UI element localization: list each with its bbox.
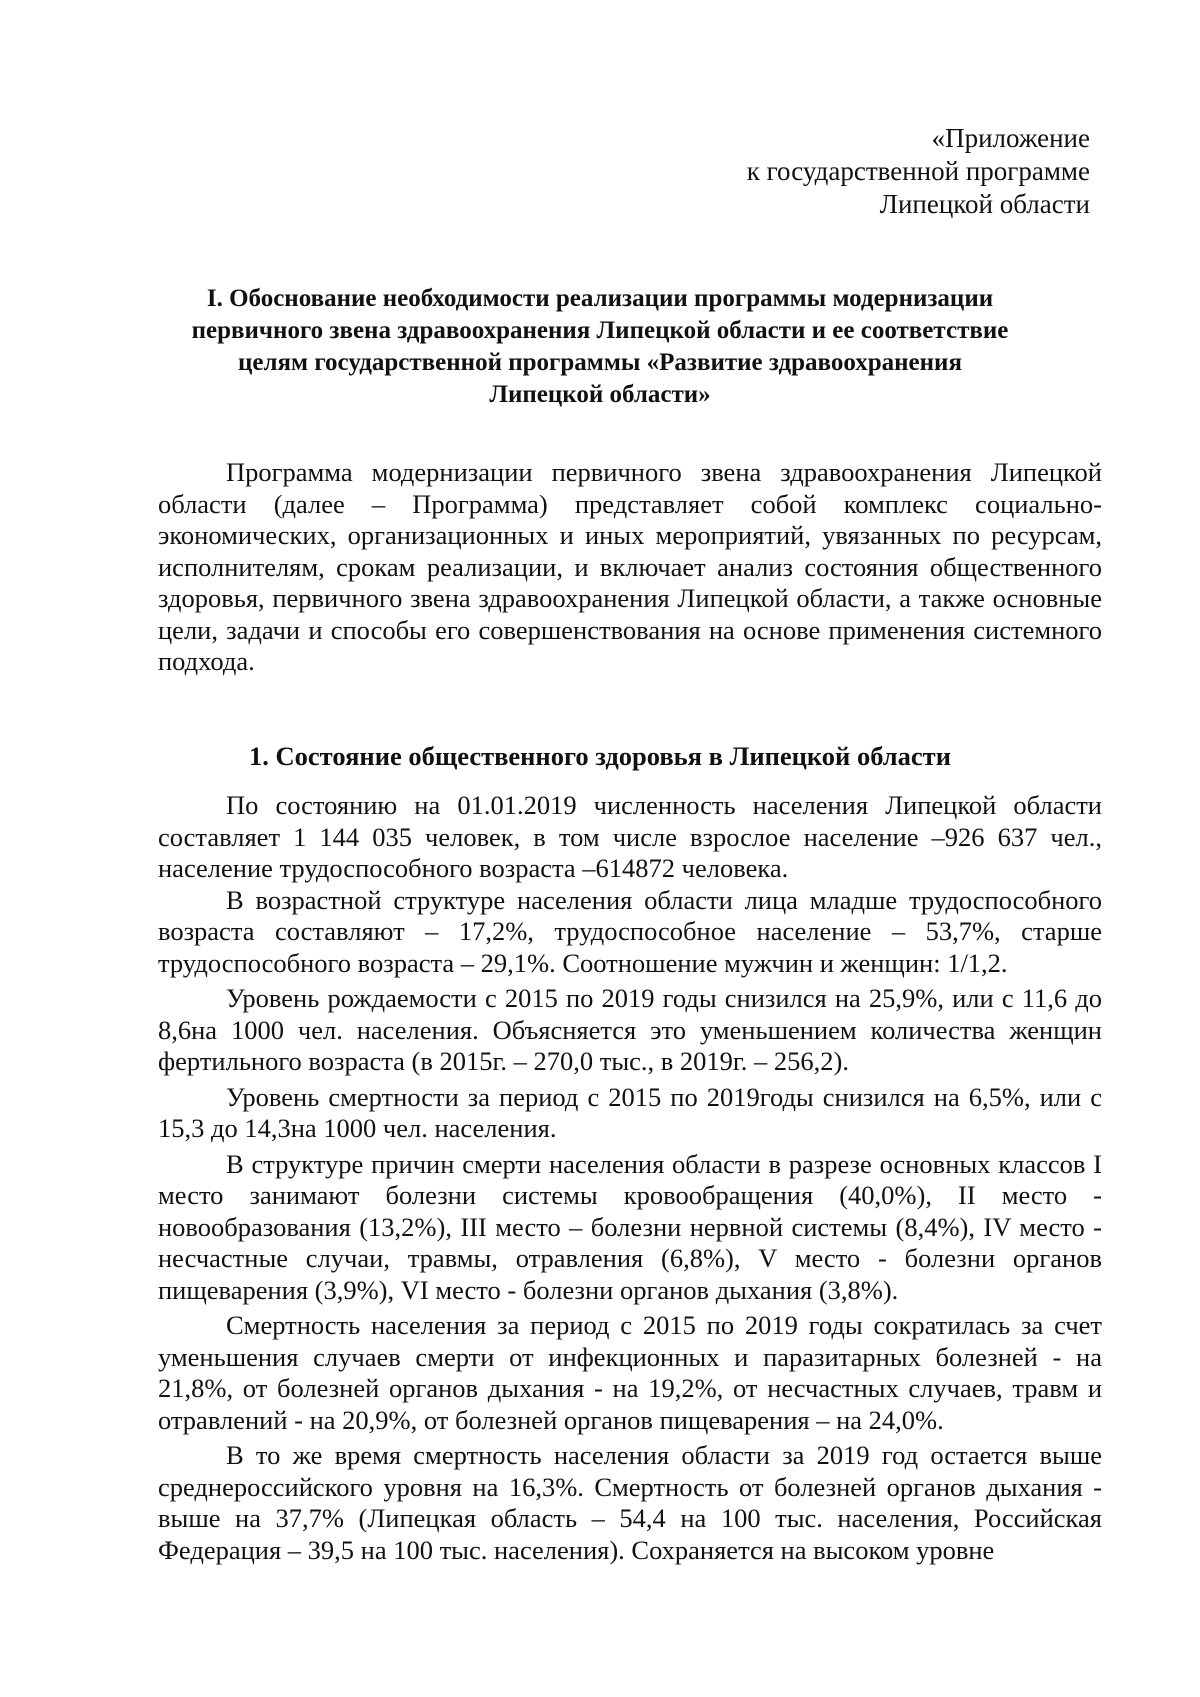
paragraph: По состоянию на 01.01.2019 численность населения Липецкой области составляет 1 144 035 человек, в том числе взрослое население –926 637 чел., население трудоспособного возраста –614872 человека. xyxy=(158,790,1102,883)
paragraph: В то же время смертность населения области за 2019 год остается выше среднероссийского уровня на 16,3%. Смертность от болезней органов дыхания - выше на 37,7% (Липецкая область – 54,4 на 100 тыс. населения, Российская Федерация – 39,5 на 100 тыс. населения). Сохраняется на высоком уровне xyxy=(158,1440,1102,1565)
title-line: первичного звена здравоохранения Липецкой области и ее соответствие xyxy=(191,317,1009,344)
paragraph: Уровень рождаемости с 2015 по 2019 годы снизился на 25,9%, или с 11,6 до 8,6на 1000 чел. населения. Объясняется это уменьшением количества женщин фертильного возраста (в 2015г. – 270,0 тыс., в 2019г. – 256,2). xyxy=(158,983,1102,1076)
document-title xyxy=(150,283,1050,411)
appendix-line: «Приложение xyxy=(931,123,1090,153)
section-heading: 1. Состояние общественного здоровья в Липецкой области xyxy=(249,741,951,771)
appendix-line: к государственной программе xyxy=(746,156,1090,186)
appendix-line: Липецкой области xyxy=(879,189,1090,219)
title-line: I. Обоснование необходимости реализации программы модернизации xyxy=(206,285,994,312)
paragraph: Смертность населения за период с 2015 по 2019 годы сократилась за счет уменьшения случаев смерти от инфекционных и паразитарных болезней - на 21,8%, от болезней органов дыхания - на 19,2%, от несчастных случаев, травм и отравлений - на 20,9%, от болезней органов пищеварения – на 24,0%. xyxy=(158,1310,1102,1435)
paragraph: В структуре причин смерти населения области в разрезе основных классов I место занимают болезни системы кровообращения (40,0%), II место - новообразования (13,2%), III место – болезни нервной системы (8,4%), IV место - несчастные случаи, травмы, отравления (6,8%), V место - болезни органов пищеварения (3,9%), VI место - болезни органов дыхания (3,8%). xyxy=(158,1148,1102,1305)
section-body xyxy=(158,790,1102,1566)
appendix-note xyxy=(747,122,1090,221)
paragraph: В возрастной структуре населения области лица младше трудоспособного возраста составляют – 17,2%, трудоспособное население – 53,7%, старше трудоспособного возраста – 29,1%. Соотношение мужчин и женщин: 1/1,2. xyxy=(158,884,1102,978)
title-line: целям государственной программы «Развитие здравоохранения xyxy=(238,349,962,376)
intro-paragraph: Программа модернизации первичного звена здравоохранения Липецкой области (далее – Программа) представляет собой комплекс социально-экономических, организационных и иных мероприятий, увязанных по ресурсам, исполнителям, срокам реализации, и включает анализ состояния общественного здоровья, первичного звена здравоохранения Липецкой области, а также основные цели, задачи и способы его совершенствования на основе применения системного подхода. xyxy=(158,457,1102,676)
title-line: Липецкой области» xyxy=(489,381,711,408)
intro-block xyxy=(158,457,1102,678)
paragraph: Уровень смертности за период с 2015 по 2019годы снизился на 6,5%, или с 15,3 до 14,3на 1000 чел. населения. xyxy=(158,1081,1102,1143)
